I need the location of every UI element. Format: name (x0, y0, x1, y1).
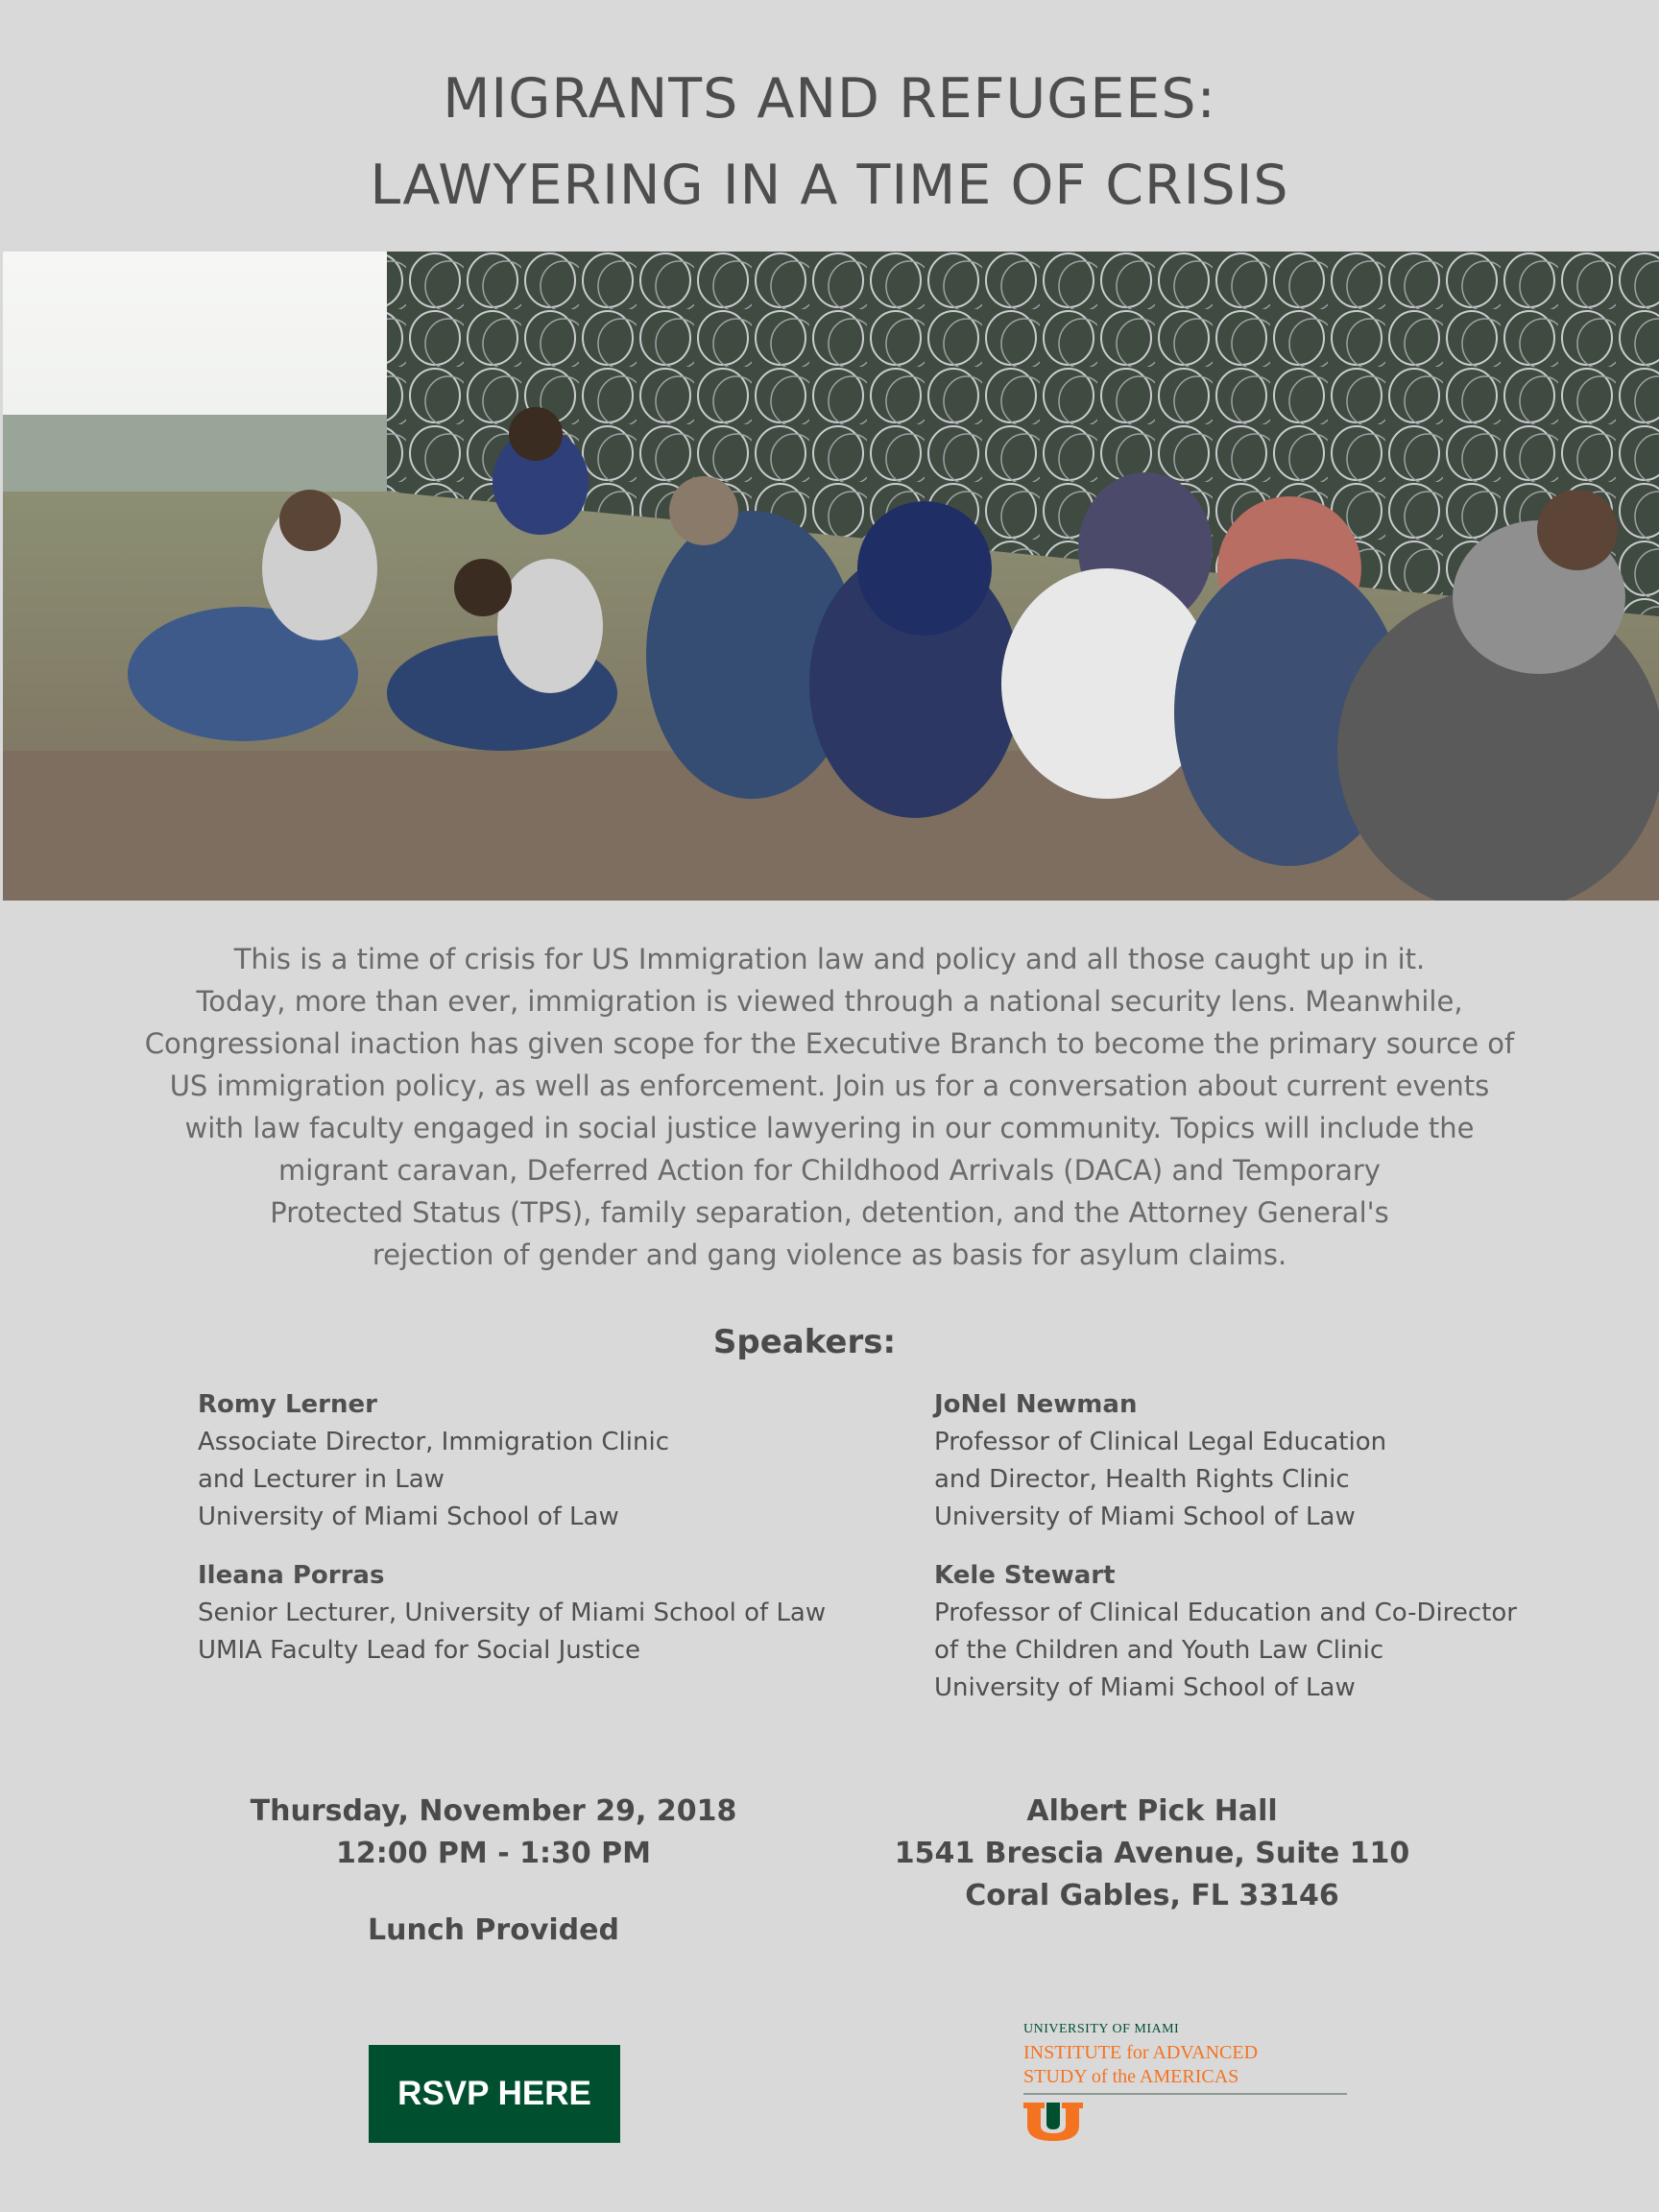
speaker-name: JoNel Newman (934, 1390, 1138, 1419)
speaker-kele-stewart (934, 1557, 1517, 1707)
logo-university: UNIVERSITY OF MIAMI (1023, 2022, 1180, 2036)
speaker-title: UMIA Faculty Lead for Social Justice (198, 1636, 641, 1665)
description-line: Today, more than ever, immigration is viewed through a national security lens. Meanwhile, (196, 985, 1463, 1018)
speaker-name: Ileana Porras (198, 1561, 385, 1590)
description-line: This is a time of crisis for US Immigration law and policy and all those caught up in it. (233, 943, 1426, 975)
speaker-name: Romy Lerner (198, 1390, 377, 1419)
speaker-title: Professor of Clinical Education and Co-Director (934, 1599, 1517, 1627)
venue-name: Albert Pick Hall (1026, 1794, 1278, 1828)
logo-institute-line: INSTITUTE for ADVANCED (1023, 2042, 1259, 2063)
description-line: rejection of gender and gang violence as basis for asylum claims. (372, 1238, 1287, 1271)
description-line: with law faculty engaged in social justice lawyering in our community. Topics will include the (184, 1112, 1475, 1144)
description-line: US immigration policy, as well as enforcement. Join us for a conversation about current events (169, 1070, 1490, 1102)
lunch-note: Lunch Provided (368, 1913, 619, 1947)
speaker-romy-lerner (198, 1386, 669, 1536)
migrants-photo (3, 252, 1659, 901)
speaker-title: Professor of Clinical Legal Education (934, 1428, 1387, 1456)
page-title (0, 56, 1659, 228)
logo-institute-line: STUDY of the AMERICAS (1023, 2066, 1239, 2087)
event-datetime (205, 1791, 781, 1875)
event-time: 12:00 PM - 1:30 PM (335, 1837, 652, 1870)
um-u-logo-icon (1023, 2103, 1083, 2141)
event-date: Thursday, November 29, 2018 (250, 1794, 737, 1828)
speaker-affiliation: University of Miami School of Law (934, 1503, 1356, 1531)
speaker-title: Senior Lecturer, University of Miami School of Law (198, 1599, 827, 1627)
speaker-title: of the Children and Youth Law Clinic (934, 1636, 1384, 1665)
venue-address: 1541 Brescia Avenue, Suite 110 (894, 1837, 1410, 1870)
title-line-1: MIGRANTS AND REFUGEES: (443, 67, 1216, 131)
description-line: migrant caravan, Deferred Action for Childhood Arrivals (DACA) and Temporary (278, 1154, 1381, 1187)
institute-logo (1023, 2022, 1350, 2147)
description-line: Protected Status (TPS), family separation, detention, and the Attorney General's (270, 1196, 1389, 1229)
speaker-ileana-porras (198, 1557, 826, 1670)
rsvp-button[interactable]: RSVP HERE (369, 2045, 620, 2143)
speaker-title: and Director, Health Rights Clinic (934, 1465, 1350, 1494)
speaker-name: Kele Stewart (934, 1561, 1116, 1590)
speakers-heading: Speakers: (712, 1323, 897, 1361)
speaker-title: Associate Director, Immigration Clinic (198, 1428, 670, 1456)
title-line-2: LAWYERING IN A TIME OF CRISIS (370, 154, 1289, 217)
event-location (864, 1791, 1440, 1917)
venue-city: Coral Gables, FL 33146 (965, 1879, 1339, 1912)
logo-institute (1023, 2041, 1350, 2089)
speaker-affiliation: University of Miami School of Law (198, 1503, 619, 1531)
speaker-title: and Lecturer in Law (198, 1465, 445, 1494)
speaker-affiliation: University of Miami School of Law (934, 1673, 1356, 1702)
speaker-jonel-newman (934, 1386, 1386, 1536)
event-description (67, 938, 1592, 1276)
description-line: Congressional inaction has given scope for the Executive Branch to become the primary source of (144, 1027, 1515, 1060)
logo-divider (1023, 2093, 1347, 2095)
